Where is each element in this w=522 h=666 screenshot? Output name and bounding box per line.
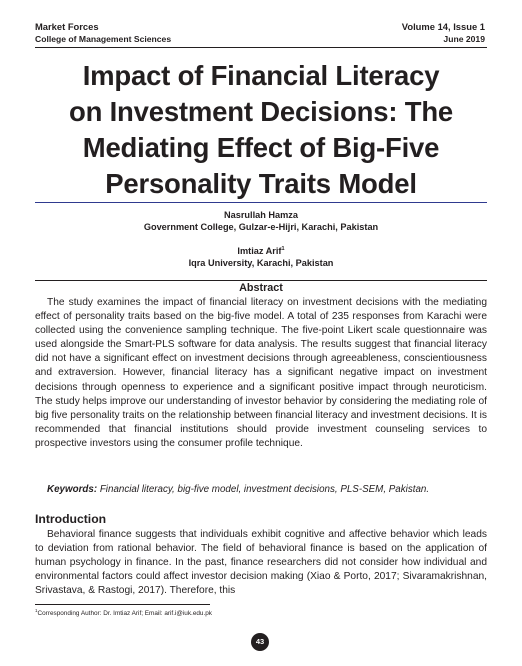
footnote-text: Corresponding Author: Dr. Imtiaz Arif; Email: arif.i@iuk.edu.pk bbox=[37, 610, 213, 617]
author-affiliation: Iqra University, Karachi, Pakistan bbox=[188, 258, 334, 268]
header-divider bbox=[35, 47, 487, 48]
introduction-text: Behavioral finance suggests that individuals exhibit cognitive and affective behavior which leads to deviation from rational behavior. The field of behavioral finance is based on the application of human psychology in finance. In the past, finance researchers did not consider how individual and environmental factors could affect investor decision making (Xiao & Porto, 2017; Sivaramakrishnan, Srivastava, & Rastogi, 2017). Therefore, this bbox=[35, 529, 487, 597]
title-divider bbox=[35, 202, 487, 203]
title-line: on Investment Decisions: The bbox=[68, 96, 454, 127]
journal-header bbox=[35, 21, 171, 45]
paper-title bbox=[35, 58, 487, 202]
title-line: Mediating Effect of Big-Five bbox=[82, 132, 440, 163]
author-block bbox=[35, 209, 487, 233]
keywords-label: Keywords: bbox=[47, 484, 98, 495]
author-name: Imtiaz Arif bbox=[237, 246, 282, 256]
introduction-heading: Introduction bbox=[35, 512, 107, 526]
author-affiliation: Government College, Gulzar-e-Hijri, Karachi, Pakistan bbox=[143, 222, 379, 232]
abstract-heading: Abstract bbox=[239, 282, 283, 294]
footnote bbox=[35, 608, 212, 617]
abstract-text: The study examines the impact of financial literacy on investment decisions with the mediating effect of personality traits based on the big-five model. A total of 235 responses from Karachi were collected using the convenience sampling technique. The five-point Likert scale questionnaire was used alongside the Smart-PLS software for data analysis. The results suggest that financial literacy did not have a significant effect on investment decisions through agreeableness, conscientiousness and extraversion. However, financial literacy has a significant negative impact on investment decisions through openness to experience and a significant positive impact through neuroticism. The study helps improve our understanding of investor behavior by considering the mediating role of big five personality traits on the relationship between financial literacy and investment decisions. It is recommended that financial institutions should provide investment counseling services to prospective investors using the consumer profile technique. bbox=[35, 297, 487, 449]
journal-name: Market Forces bbox=[35, 21, 99, 32]
issue-header bbox=[402, 21, 485, 45]
page-number: 43 bbox=[251, 633, 269, 651]
title-line: Impact of Financial Literacy bbox=[82, 60, 440, 91]
author-block bbox=[35, 243, 487, 269]
author-footnote-mark: 1 bbox=[281, 246, 285, 252]
footnote-divider bbox=[35, 604, 210, 605]
keywords-text: Financial literacy, big-five model, investment decisions, PLS-SEM, Pakistan. bbox=[99, 484, 430, 495]
abstract-divider bbox=[35, 280, 487, 281]
title-line: Personality Traits Model bbox=[105, 168, 417, 199]
author-name: Nasrullah Hamza bbox=[223, 210, 299, 220]
institution-name: College of Management Sciences bbox=[35, 34, 172, 44]
keywords-line bbox=[47, 484, 487, 495]
issue-date: June 2019 bbox=[443, 34, 485, 44]
footnote-mark: 1 bbox=[35, 608, 38, 613]
volume-issue: Volume 14, Issue 1 bbox=[401, 21, 485, 32]
